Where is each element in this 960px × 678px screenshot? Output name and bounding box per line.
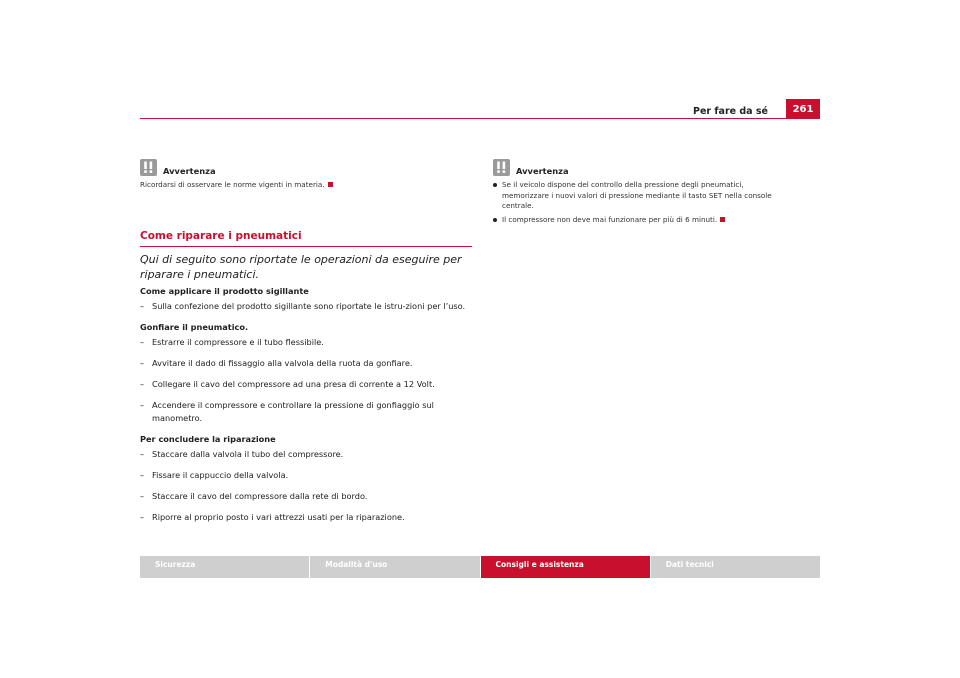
warning-note-icon (493, 159, 510, 176)
header-divider (140, 118, 820, 119)
list-item: – Riporre al proprio posto i vari attrezzi usati per la riparazione. (140, 512, 405, 522)
section-title: Come riparare i pneumatici (140, 230, 472, 247)
bullet-icon (493, 218, 497, 222)
list-item: – Accendere il compressore e controllare la pressione di gonfiaggio sul manometro. (140, 400, 434, 423)
list-item: – Fissare il cappuccio della valvola. (140, 470, 289, 480)
subheading-finish: Per concludere la riparazione (140, 434, 276, 444)
list-item: – Estrarre il compressore e il tubo flessibile. (140, 337, 324, 347)
warning-label: Avvertenza (516, 166, 569, 176)
end-marker-icon (328, 182, 333, 187)
list-item: Se il veicolo dispone del controllo della pressione degli pneumatici, memorizzare i nuovi valori di pressione mediante il tasto SET nella console centrale. (493, 180, 773, 212)
warning-label: Avvertenza (163, 166, 216, 176)
page-number: 261 (786, 99, 820, 119)
list-item: – Staccare il cavo del compressore dalla rete di bordo. (140, 491, 368, 501)
left-column (140, 156, 472, 524)
footer-nav (140, 556, 820, 578)
subheading-inflate: Gonfiare il pneumatico. (140, 322, 249, 332)
warning-header (493, 156, 773, 176)
list-item: – Collegare il cavo del compressore ad una presa di corrente a 12 Volt. (140, 379, 435, 389)
subheading-sealant: Come applicare il prodotto sigillante (140, 286, 309, 296)
tab-consigli-e-assistenza[interactable]: Consigli e assistenza (481, 556, 650, 578)
right-column (493, 156, 773, 225)
bullet-icon (493, 183, 497, 187)
warning-note-icon (140, 159, 157, 176)
list-item: Il compressore non deve mai funzionare per più di 6 minuti. (493, 215, 773, 226)
list-item: – Sulla confezione del prodotto sigillante sono riportate le istru-zioni per l’uso. (140, 301, 466, 311)
warning-header (140, 156, 472, 176)
end-marker-icon (720, 217, 725, 222)
section-lead: Qui di seguito sono riportate le operazioni da eseguire per riparare i pneumatici. (140, 253, 462, 281)
tab-dati-tecnici[interactable]: Dati tecnici (651, 556, 820, 578)
page-header-title: Per fare da sé (693, 106, 768, 117)
list-item: – Avvitare il dado di fissaggio alla valvola della ruota da gonfiare. (140, 358, 413, 368)
tab-modalita-duso[interactable]: Modalità d'uso (310, 556, 479, 578)
list-item: – Staccare dalla valvola il tubo del compressore. (140, 449, 344, 459)
tab-sicurezza[interactable]: Sicurezza (140, 556, 309, 578)
warning-text (140, 179, 472, 190)
warning-text-content: Ricordarsi di osservare le norme vigenti in materia. (140, 180, 325, 189)
